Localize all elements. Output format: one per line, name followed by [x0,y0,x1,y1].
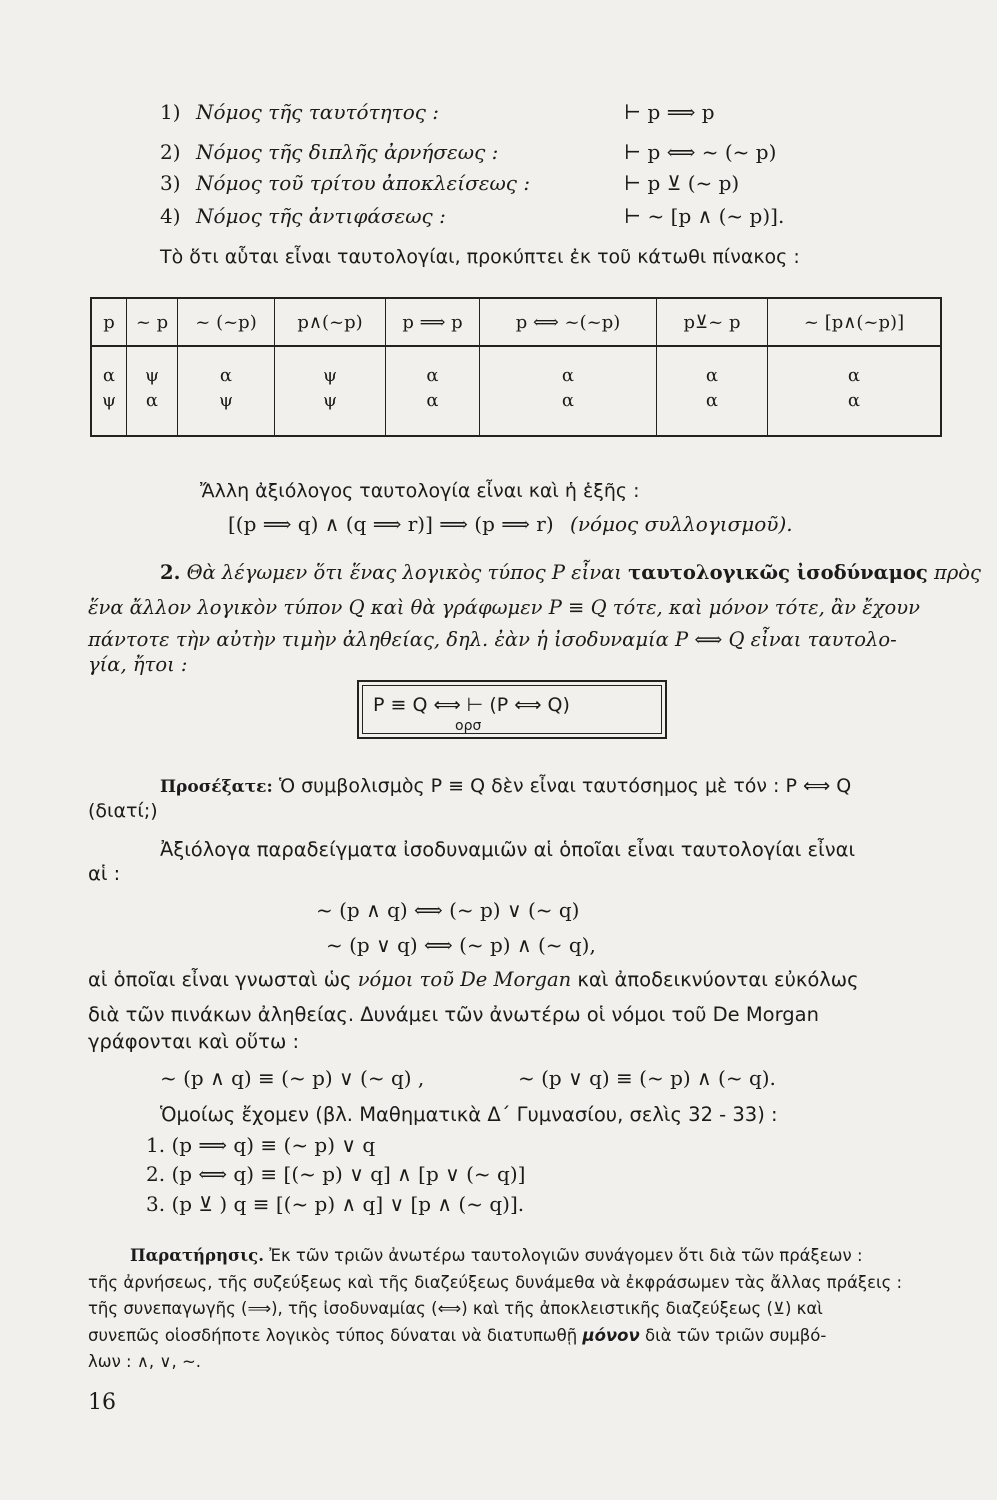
syllogism-line [228,512,793,536]
truth-table-header: ~ [p∧(~p)] [768,298,942,346]
page-number: 16 [88,1390,116,1415]
definition-formula: P ≡ Q ⟺ ⊢ (P ⟺ Q) [373,694,570,716]
equivalence-1: 1. (p ⟹ q) ≡ (~ p) ∨ q [146,1133,376,1157]
truth-table [90,297,942,437]
truth-table-column: α α [657,346,768,436]
truth-table-body [91,346,941,436]
truth-table-column: α ψ [178,346,275,436]
syllogism-name: (νόμος συλλογισμοῦ). [570,512,793,536]
law-1: 1) Νόμος τῆς ταυτότητος : ⊢ p ⟹ p [160,100,715,124]
note-line-3: τῆς συνεπαγωγῆς (⟹), τῆς ἰσοδυναμίας (⟺) καὶ τῆς ἀποκλειστικῆς διαζεύξεως (⊻) καὶ [88,1299,823,1318]
section2-line2: ἕνα ἄλλον λογικὸν τύπον Q καὶ θὰ γράφωμεν P ≡ Q τότε, καὶ μόνον τότε, ἂν ἔχουν [88,596,920,619]
truth-table-column: ψ ψ [275,346,386,436]
examples-intro-2: αἱ : [88,862,121,885]
demorgan-equiv-2: ~ (p ∨ q) ≡ (~ p) ∧ (~ q). [518,1066,776,1090]
demorgan-equiv-1: ~ (p ∧ q) ≡ (~ p) ∨ (~ q) , [160,1066,425,1090]
syllogism-formula: [(p ⟹ q) ∧ (q ⟹ r)] ⟹ (p ⟹ r) [228,512,554,536]
truth-table-header: p⊻~ p [657,298,768,346]
similarly-line: Ὁμοίως ἔχομεν (βλ. Μαθηματικὰ Δ΄ Γυμνασίου, σελὶς 32 - 33) : [160,1103,778,1126]
truth-table-header-row [91,298,941,346]
section2-line4: γία, ἤτοι : [88,653,188,676]
truth-table-column: ψ α [127,346,178,436]
demorgan-1: ~ (p ∧ q) ⟺ (~ p) ∨ (~ q) [316,898,580,922]
note-line-2: τῆς ἀρνήσεως, τῆς συζεύξεως καὶ τῆς διαζεύξεως δυνάμεθα νὰ ἐκφράσωμεν τὰς ἄλλας πράξεις : [88,1273,903,1292]
truth-table-header: ~ p [127,298,178,346]
truth-table-header: ~ (~p) [178,298,275,346]
table-intro: Τὸ ὅτι αὗται εἶναι ταυτολογίαι, προκύπτει ἐκ τοῦ κάτωθι πίνακος : [160,246,800,268]
demorgan-2: ~ (p ∨ q) ⟺ (~ p) ∧ (~ q), [326,933,596,957]
truth-table-header: p ⟺ ~(~p) [480,298,657,346]
demorgan-text-2: διὰ τῶν πινάκων ἀληθείας. Δυνάμει τῶν ἀνωτέρω οἱ νόμοι τοῦ De Morgan [88,1003,819,1026]
note-line-1: Παρατήρησις. Ἐκ τῶν τριῶν ἀνωτέρω ταυτολογιῶν συνάγομεν ὅτι διὰ τῶν πράξεων : [130,1246,863,1265]
section-number: 2. [160,561,181,584]
truth-table-header: p [91,298,127,346]
attention-label: Προσέξατε: [160,777,273,797]
note-label: Παρατήρησις. [130,1246,264,1265]
note-line-4: συνεπῶς οἱοσδήποτε λογικὸς τύπος δύναται νὰ διατυπωθῇ μόνον διὰ τῶν τριῶν συμβό- [88,1326,827,1345]
truth-table-column: α α [768,346,942,436]
section2-line1: 2. Θὰ λέγωμεν ὅτι ἕνας λογικὸς τύπος P εἶναι ταυτολογικῶς ἰσοδύναμος πρὸς [160,561,981,584]
truth-table-header: p∧(~p) [275,298,386,346]
attention-why: (διατί;) [88,800,158,822]
truth-table-header: p ⟹ p [386,298,480,346]
demorgan-text-3: γράφονται καὶ οὕτω : [88,1030,300,1053]
examples-intro: Ἀξιόλογα παραδείγματα ἰσοδυναμιῶν αἱ ὁποῖαι εἶναι ταυτολογίαι εἶναι [160,838,856,861]
attention-line: Προσέξατε: Ὁ συμβολισμὸς P ≡ Q δὲν εἶναι ταυτόσημος μὲ τόν : P ⟺ Q [160,775,852,797]
section2-line3: πάντοτε τὴν αὐτὴν τιμὴν ἀληθείας, δηλ. ἐὰν ἡ ἰσοδυναμία P ⟺ Q εἶναι ταυτολο- [88,628,897,651]
truth-table-column: α α [480,346,657,436]
equivalence-3: 3. (p ⊻ ) q ≡ [(~ p) ∧ q] ∨ [p ∧ (~ q)]. [146,1192,525,1216]
law-4: 4) Νόμος τῆς ἀντιφάσεως : ⊢ ~ [p ∧ (~ p)]. [160,204,785,228]
equivalence-2: 2. (p ⟺ q) ≡ [(~ p) ∨ q] ∧ [p ∨ (~ q)] [146,1162,526,1186]
demorgan-text-1: αἱ ὁποῖαι εἶναι γνωσταὶ ὡς νόμοι τοῦ De Morgan καὶ ἀποδεικνύονται εὐκόλως [88,968,859,991]
law-2: 2) Νόμος τῆς διπλῆς ἀρνήσεως : ⊢ p ⟺ ~ (~ p) [160,140,777,164]
truth-table-column: α ψ [91,346,127,436]
definition-label: ορσ [455,718,482,734]
defined-term: ταυτολογικῶς ἰσοδύναμος [628,561,928,584]
other-tautology: Ἄλλη ἀξιόλογος ταυτολογία εἶναι καὶ ἡ ἑξῆς : [200,480,640,502]
truth-table-column: α α [386,346,480,436]
note-line-5: λων : ∧, ∨, ~. [88,1352,202,1371]
law-3: 3) Νόμος τοῦ τρίτου ἀποκλείσεως : ⊢ p ⊻ (~ p) [160,171,740,195]
